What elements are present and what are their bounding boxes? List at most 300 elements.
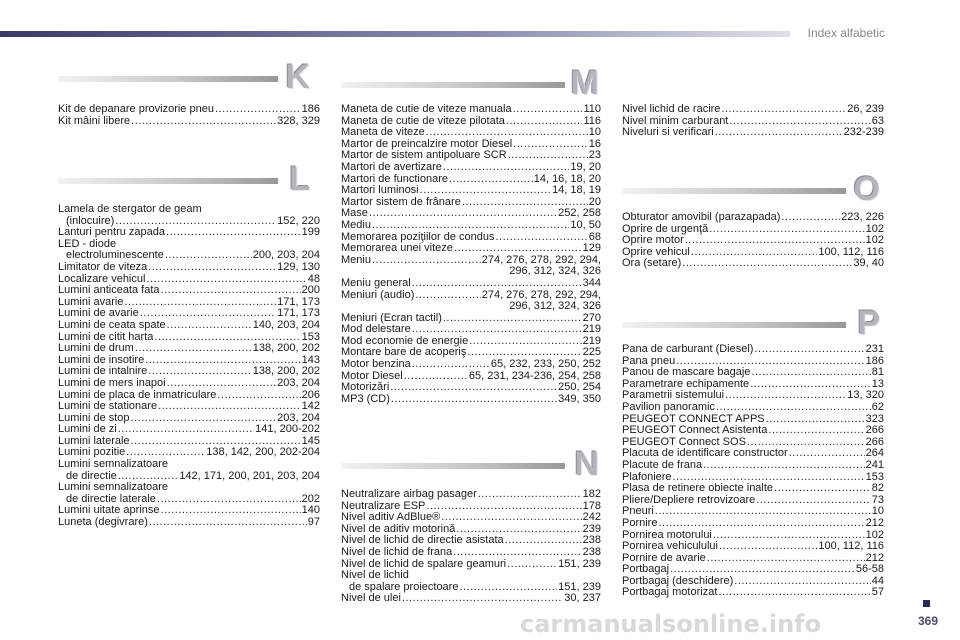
index-entry-text: Martor de sistem antipoluare SCR bbox=[341, 149, 507, 162]
index-entry-pages: 62 bbox=[871, 400, 884, 413]
dot-leader bbox=[167, 378, 277, 390]
index-entry-text: Motor benzina bbox=[341, 358, 411, 371]
dot-leader bbox=[658, 518, 864, 530]
index-entry-text: Obturator amovibil (parazapada) bbox=[622, 211, 781, 223]
section-n-continued-entries bbox=[622, 104, 884, 139]
index-entry-pages: 48 bbox=[307, 272, 320, 285]
index-entry bbox=[622, 483, 884, 495]
index-entry bbox=[341, 570, 601, 593]
dot-leader bbox=[655, 506, 871, 518]
index-entry-pages: 219 bbox=[582, 334, 601, 347]
index-entry-text: Placute de frana bbox=[622, 458, 703, 471]
index-entry-text: Oprire motor bbox=[622, 234, 684, 247]
index-entry-pages: 142 bbox=[301, 400, 320, 413]
section-divider-line bbox=[622, 188, 846, 194]
index-entry-text: Pliere/Depliere retrovizoare bbox=[622, 493, 756, 506]
dot-leader bbox=[707, 553, 865, 565]
dot-leader bbox=[713, 530, 865, 542]
index-entry bbox=[622, 495, 884, 507]
dot-leader bbox=[124, 297, 276, 309]
index-entry-text: Lumini anticeata fata bbox=[58, 284, 160, 297]
index-entry-pages: 203, 204 bbox=[277, 411, 320, 424]
section-letter-k: K bbox=[285, 58, 310, 96]
index-entry-text: Lumini de citit harta bbox=[58, 330, 154, 343]
index-entry-pages: 200, 203, 204 bbox=[252, 249, 320, 262]
watermark-text: carmanualsonline.info bbox=[520, 610, 822, 638]
dot-leader bbox=[781, 212, 840, 224]
index-entry-text: Memorarea unei viteze bbox=[341, 242, 453, 255]
dot-leader bbox=[754, 344, 864, 356]
dot-leader bbox=[404, 371, 468, 383]
index-entry bbox=[341, 394, 601, 406]
index-entry-text: Martor de preincalzire motor Diesel bbox=[341, 137, 513, 150]
index-entry-pages: 65, 231, 234-236, 254, 258 bbox=[468, 369, 601, 382]
index-entry-pages: 151, 239 bbox=[558, 557, 601, 570]
index-entry-text: Pana de carburant (Diesel) bbox=[622, 343, 754, 355]
header-gradient-bar bbox=[0, 31, 790, 37]
index-entry bbox=[58, 204, 320, 227]
index-entry-pages: 138, 142, 200, 202-204 bbox=[206, 446, 320, 459]
index-entry-text: Pneuri bbox=[622, 505, 654, 518]
dot-leader bbox=[453, 547, 581, 559]
dot-leader bbox=[402, 593, 563, 605]
index-entry-text: Maneta de cutie de viteze pilotata bbox=[341, 114, 505, 127]
index-entry-text: Pornire bbox=[622, 516, 658, 529]
index-entry-pages: 68 bbox=[588, 230, 601, 243]
dot-leader bbox=[161, 505, 301, 517]
dot-leader bbox=[751, 367, 870, 379]
dot-leader bbox=[495, 232, 587, 244]
dot-leader bbox=[115, 216, 276, 228]
index-entry-pages: 153 bbox=[301, 330, 320, 343]
dot-leader bbox=[682, 258, 852, 270]
index-entry-pages: 186 bbox=[301, 103, 320, 115]
dot-leader bbox=[412, 278, 582, 290]
index-entry-pages: 266 bbox=[865, 435, 884, 448]
index-entry-text: Maneta de viteze bbox=[341, 126, 425, 139]
index-entry-pages: 129 bbox=[582, 242, 601, 255]
dot-leader bbox=[456, 524, 581, 536]
dot-leader bbox=[750, 379, 871, 391]
index-entry-pages: 140, 203, 204 bbox=[252, 318, 320, 331]
index-entry-text: Portbagaj bbox=[622, 563, 670, 576]
dot-leader bbox=[149, 517, 307, 529]
section-l-entries bbox=[58, 204, 320, 529]
index-entry-text: Lumini de mers inapoi bbox=[58, 376, 166, 389]
dot-leader bbox=[513, 104, 583, 116]
index-entry-pages: 138, 200, 202 bbox=[252, 342, 320, 355]
index-entry-text: Lumini de zi bbox=[58, 423, 117, 436]
index-entry-text: Neutralizare airbag pasager bbox=[341, 488, 477, 500]
index-entry-text: Plafoniere bbox=[622, 470, 672, 483]
index-entry bbox=[341, 290, 601, 313]
index-entry-text: Lumini avarie bbox=[58, 295, 124, 308]
index-entry bbox=[58, 262, 320, 274]
index-entry bbox=[341, 162, 601, 174]
index-entry bbox=[58, 482, 320, 505]
dot-leader bbox=[467, 347, 581, 359]
dot-leader bbox=[454, 243, 582, 255]
section-divider-line bbox=[622, 322, 846, 328]
index-entry-text: Neutralizare ESP bbox=[341, 499, 426, 512]
index-entry-subtext: de directie laterale bbox=[66, 492, 156, 505]
dot-leader bbox=[412, 324, 582, 336]
index-entry-text: Localizare vehicul bbox=[58, 272, 146, 285]
dot-leader bbox=[126, 447, 205, 459]
index-entry-text: Lumini de stationare bbox=[58, 400, 158, 413]
index-entry-pages: 231 bbox=[865, 343, 884, 355]
index-entry-text: LED - diode bbox=[58, 237, 117, 250]
index-entry-pages: 232-239 bbox=[843, 126, 884, 139]
dot-leader bbox=[217, 390, 300, 402]
index-entry-pages: 19, 20 bbox=[570, 160, 601, 173]
index-entry-pages: 203, 204 bbox=[277, 376, 320, 389]
dot-leader bbox=[158, 401, 301, 413]
index-entry-pages: 239 bbox=[582, 522, 601, 535]
section-header-n bbox=[341, 445, 599, 485]
section-n-entries bbox=[341, 489, 601, 605]
index-entry-pages: 142, 171, 200, 201, 203, 204 bbox=[179, 469, 320, 482]
dot-leader bbox=[131, 413, 277, 425]
index-entry-pages-continued: 296, 312, 324, 326 bbox=[509, 300, 601, 313]
index-entry-subtext: electroluminescente bbox=[66, 249, 164, 262]
dot-leader bbox=[725, 390, 846, 402]
index-entry-pages: 143 bbox=[301, 353, 320, 366]
index-entry-text: Lumini de drum bbox=[58, 342, 134, 355]
index-entry-pages: 241 bbox=[865, 458, 884, 471]
index-entry-text: Martori de avertizare bbox=[341, 160, 442, 173]
index-entry-text: Nivel minim carburant bbox=[622, 114, 729, 127]
index-entry-pages: 182 bbox=[582, 488, 601, 500]
index-entry-pages: 153 bbox=[865, 470, 884, 483]
index-entry-pages: 97 bbox=[307, 516, 320, 529]
index-entry-text: Montare bare de acoperiş bbox=[341, 346, 467, 359]
dot-leader bbox=[372, 255, 481, 267]
index-entry-text: Pavilion panoramic bbox=[622, 400, 715, 413]
dot-leader bbox=[703, 460, 865, 472]
index-entry-text: Niveluri si verificari bbox=[622, 126, 714, 139]
dot-leader bbox=[157, 494, 301, 506]
section-divider-line bbox=[58, 178, 278, 184]
index-entry-text: Nivel de lichid de frana bbox=[341, 545, 453, 558]
index-entry-pages: 238 bbox=[582, 534, 601, 547]
index-entry-pages: 23 bbox=[588, 149, 601, 162]
dot-leader bbox=[372, 220, 569, 232]
index-entry bbox=[622, 402, 884, 414]
index-entry bbox=[341, 104, 601, 116]
index-entry-pages: 212 bbox=[865, 516, 884, 529]
index-entry-pages: 57 bbox=[871, 586, 884, 599]
index-entry-text: Meniuri (audio) bbox=[341, 288, 415, 301]
index-entry-pages: 200 bbox=[301, 284, 320, 297]
index-entry-pages: 30, 237 bbox=[564, 592, 601, 605]
index-entry-pages: 264 bbox=[865, 447, 884, 460]
index-entry-text: Lumini de ceata spate bbox=[58, 318, 166, 331]
dot-leader bbox=[215, 104, 301, 116]
index-entry bbox=[622, 541, 884, 553]
index-entry-pages: 14, 18, 19 bbox=[552, 184, 601, 197]
index-entry-pages: 151, 239 bbox=[558, 580, 601, 593]
index-entry-text: Nivel aditiv AdBlue® bbox=[341, 511, 441, 524]
dot-leader bbox=[449, 174, 533, 186]
dot-leader bbox=[459, 582, 557, 594]
index-entry-pages: 140 bbox=[301, 504, 320, 517]
dot-leader bbox=[166, 227, 301, 239]
index-entry-pages: 252, 258 bbox=[558, 207, 601, 220]
index-entry-pages: 102 bbox=[865, 528, 884, 541]
page-marker-square bbox=[923, 600, 930, 607]
index-entry-pages: 102 bbox=[865, 222, 884, 235]
dot-leader bbox=[709, 224, 864, 236]
index-entry-pages: 223, 226 bbox=[841, 211, 884, 223]
page-header-title: Index alfabetic bbox=[807, 26, 885, 40]
dot-leader bbox=[426, 127, 588, 139]
index-entry-text: MP3 (CD) bbox=[341, 392, 390, 405]
index-entry-pages: 219 bbox=[582, 323, 601, 336]
section-letter-n: N bbox=[574, 445, 599, 483]
index-entry-pages: 65, 232, 233, 250, 252 bbox=[490, 358, 601, 371]
index-entry-text: Nivel de aditiv motorină bbox=[341, 522, 456, 535]
index-entry-pages: 116 bbox=[583, 114, 601, 127]
index-entry bbox=[622, 258, 884, 270]
dot-leader bbox=[734, 576, 870, 588]
index-entry-text: Martori de functionare bbox=[341, 172, 448, 185]
dot-leader bbox=[768, 425, 864, 437]
dot-leader bbox=[148, 262, 276, 274]
dot-leader bbox=[789, 448, 865, 460]
dot-leader bbox=[167, 320, 252, 332]
dot-leader bbox=[441, 512, 581, 524]
index-entry-pages: 39, 40 bbox=[853, 257, 884, 270]
index-entry-pages: 202 bbox=[301, 492, 320, 505]
dot-leader bbox=[766, 414, 865, 426]
index-entry bbox=[622, 587, 884, 599]
dot-leader bbox=[719, 541, 817, 553]
index-entry bbox=[622, 344, 884, 356]
dot-leader bbox=[715, 127, 843, 139]
index-entry bbox=[622, 460, 884, 472]
section-k-entries bbox=[58, 104, 320, 127]
index-entry-text: Plasa de retinere obiecte inalte bbox=[622, 482, 774, 495]
dot-leader bbox=[131, 436, 301, 448]
section-divider-line bbox=[58, 76, 278, 82]
dot-leader bbox=[131, 116, 276, 128]
index-entry-text: Lumini de avarie bbox=[58, 307, 139, 320]
dot-leader bbox=[140, 308, 276, 320]
index-entry bbox=[622, 104, 884, 116]
dot-leader bbox=[508, 150, 588, 162]
index-entry-pages: 328, 329 bbox=[277, 114, 320, 127]
section-letter-l: L bbox=[289, 160, 310, 198]
index-entry-pages: 100, 112, 116 bbox=[818, 540, 884, 553]
index-entry bbox=[622, 506, 884, 518]
dot-leader bbox=[505, 535, 582, 547]
index-entry-pages: 250, 254 bbox=[558, 381, 601, 394]
index-entry-text: Pornire de avarie bbox=[622, 551, 706, 564]
dot-leader bbox=[118, 424, 254, 436]
index-entry-pages: 81 bbox=[871, 366, 884, 379]
dot-leader bbox=[390, 382, 557, 394]
index-entry-text: Nivel de ulei bbox=[341, 592, 401, 605]
index-entry bbox=[622, 212, 884, 224]
index-entry-text: Lumini uitate aprinse bbox=[58, 504, 160, 517]
index-entry-text: Lumini de insotire bbox=[58, 353, 145, 366]
index-entry-pages: 10 bbox=[588, 126, 601, 139]
index-entry-pages: 56-58 bbox=[855, 563, 884, 576]
index-entry-pages: 323 bbox=[865, 412, 884, 425]
index-entry-pages: 16 bbox=[588, 137, 601, 150]
index-entry-pages: 13 bbox=[871, 377, 884, 390]
index-entry-text: Oprire de urgenţă bbox=[622, 222, 709, 235]
index-entry-pages: 145 bbox=[301, 434, 320, 447]
index-entry bbox=[622, 127, 884, 139]
index-entry-text: Nivel de lichid bbox=[341, 569, 409, 582]
index-entry-pages: 13, 320 bbox=[847, 389, 884, 402]
dot-leader bbox=[415, 290, 480, 302]
dot-leader bbox=[716, 402, 871, 414]
index-entry-pages: 44 bbox=[871, 574, 884, 587]
index-entry-text: Lumini semnalizatoare bbox=[58, 481, 169, 494]
dot-leader bbox=[670, 564, 855, 576]
index-entry-pages: 212 bbox=[865, 551, 884, 564]
section-letter-p: P bbox=[857, 304, 880, 342]
index-entry-text: Mase bbox=[341, 207, 368, 220]
index-entry-text: PEUGEOT Connect Asistenta bbox=[622, 424, 768, 437]
dot-leader bbox=[148, 366, 251, 378]
index-entry bbox=[58, 239, 320, 262]
index-entry bbox=[58, 343, 320, 355]
section-header-k bbox=[58, 58, 310, 98]
index-entry-text: Parametrare echipamente bbox=[622, 377, 750, 390]
dot-leader bbox=[118, 471, 179, 483]
index-entry-text: Maneta de cutie de viteze manuala bbox=[341, 103, 512, 115]
index-entry-pages: 274, 276, 278, 292, 294, bbox=[481, 288, 601, 301]
index-entry-pages: 344 bbox=[582, 276, 601, 289]
index-entry bbox=[58, 320, 320, 332]
index-entry-pages: 270 bbox=[582, 311, 601, 324]
index-entry-pages: 10, 50 bbox=[570, 218, 601, 231]
index-entry-text: Ora (setare) bbox=[622, 257, 682, 270]
index-entry-pages: 225 bbox=[582, 346, 601, 359]
index-entry-text: Lumini de intalnire bbox=[58, 365, 148, 378]
dot-leader bbox=[165, 250, 252, 262]
index-entry-subtext: de directie bbox=[66, 469, 117, 482]
dot-leader bbox=[721, 104, 846, 116]
index-entry-pages: 242 bbox=[582, 511, 601, 524]
dot-leader bbox=[369, 208, 557, 220]
page-number: 369 bbox=[917, 614, 938, 628]
index-entry-pages: 266 bbox=[865, 424, 884, 437]
index-entry bbox=[58, 517, 320, 529]
index-entry bbox=[58, 459, 320, 482]
index-entry-text: Kit de depanare provizorie pneu bbox=[58, 103, 214, 115]
dot-leader bbox=[469, 336, 581, 348]
index-entry-text: Placuta de identificare constructor bbox=[622, 447, 788, 460]
index-entry-pages: 63 bbox=[871, 114, 884, 127]
section-m-entries bbox=[341, 104, 601, 405]
index-entry-text: Panou de mascare bagaje bbox=[622, 366, 751, 379]
index-entry-text: PEUGEOT Connect SOS bbox=[622, 435, 746, 448]
index-entry-text: Mediu bbox=[341, 218, 371, 231]
dot-leader bbox=[718, 587, 870, 599]
index-entry-text: Martori luminosi bbox=[341, 184, 419, 197]
index-entry-pages: 73 bbox=[871, 493, 884, 506]
index-entry-pages: 14, 16, 18, 20 bbox=[533, 172, 601, 185]
index-entry-pages: 100, 112, 116 bbox=[818, 245, 884, 258]
index-entry-pages: 102 bbox=[865, 234, 884, 247]
index-entry-pages: 171, 173 bbox=[277, 295, 320, 308]
index-entry-text: Lanturi pentru zapada bbox=[58, 226, 166, 239]
section-p-entries bbox=[622, 344, 884, 599]
section-o-entries bbox=[622, 212, 884, 270]
section-divider-line bbox=[341, 463, 565, 469]
section-header-l bbox=[58, 160, 310, 200]
index-entry-subtext: (inlocuire) bbox=[66, 214, 115, 227]
index-entry-pages: 152, 220 bbox=[277, 214, 320, 227]
dot-leader bbox=[506, 116, 583, 128]
index-entry bbox=[341, 547, 601, 559]
index-entry-text: Portbagaj motorizat bbox=[622, 586, 718, 599]
dot-leader bbox=[729, 116, 870, 128]
dot-leader bbox=[685, 235, 865, 247]
index-entry-text: Lumini de placa de inmatriculare bbox=[58, 388, 217, 401]
index-entry-text: Motorizări bbox=[341, 381, 390, 394]
index-entry bbox=[341, 243, 601, 255]
index-entry-pages: 349, 350 bbox=[558, 392, 601, 405]
index-entry-pages: 10 bbox=[871, 505, 884, 518]
index-entry-pages: 26, 239 bbox=[847, 103, 884, 115]
index-entry bbox=[622, 425, 884, 437]
section-header-p bbox=[622, 304, 880, 344]
dot-leader bbox=[145, 355, 300, 367]
dot-leader bbox=[462, 197, 588, 209]
index-entry-text: Pornirea motorului bbox=[622, 528, 712, 541]
index-entry-pages: 141, 200-202 bbox=[255, 423, 320, 436]
dot-leader bbox=[756, 495, 870, 507]
index-entry bbox=[622, 518, 884, 530]
index-entry-pages: 82 bbox=[871, 482, 884, 495]
index-entry-text: Nivel de lichid de directie asistata bbox=[341, 534, 504, 547]
dot-leader bbox=[478, 489, 582, 501]
index-entry-text: Pana pneu bbox=[622, 354, 676, 367]
index-entry-text: Luneta (degivrare) bbox=[58, 516, 148, 529]
dot-leader bbox=[420, 185, 551, 197]
index-entry-pages: 138, 200, 202 bbox=[252, 365, 320, 378]
index-entry-pages-continued: 296, 312, 324, 326 bbox=[509, 265, 601, 278]
section-letter-o: O bbox=[853, 170, 880, 208]
index-entry bbox=[58, 116, 320, 128]
dot-leader bbox=[391, 394, 557, 406]
dot-leader bbox=[443, 162, 570, 174]
index-entry-text: Nivel lichid de racire bbox=[622, 103, 721, 115]
section-letter-m: M bbox=[570, 64, 599, 102]
dot-leader bbox=[146, 274, 306, 286]
index-entry-text: Lumini pozitie bbox=[58, 446, 126, 459]
dot-leader bbox=[154, 332, 300, 344]
index-entry-text: Meniu bbox=[341, 253, 371, 266]
dot-leader bbox=[443, 313, 582, 325]
index-entry-text: Portbagaj (deschidere) bbox=[622, 574, 734, 587]
index-entry bbox=[58, 401, 320, 413]
dot-leader bbox=[426, 501, 581, 513]
index-entry bbox=[341, 278, 601, 290]
section-header-o bbox=[622, 170, 880, 210]
dot-leader bbox=[747, 437, 865, 449]
index-entry-pages: 178 bbox=[582, 499, 601, 512]
index-entry-text: PEUGEOT CONNECT APPS bbox=[622, 412, 765, 425]
index-entry-text: Mod delestare bbox=[341, 323, 411, 336]
index-entry-text: Lumini de stop bbox=[58, 411, 130, 424]
